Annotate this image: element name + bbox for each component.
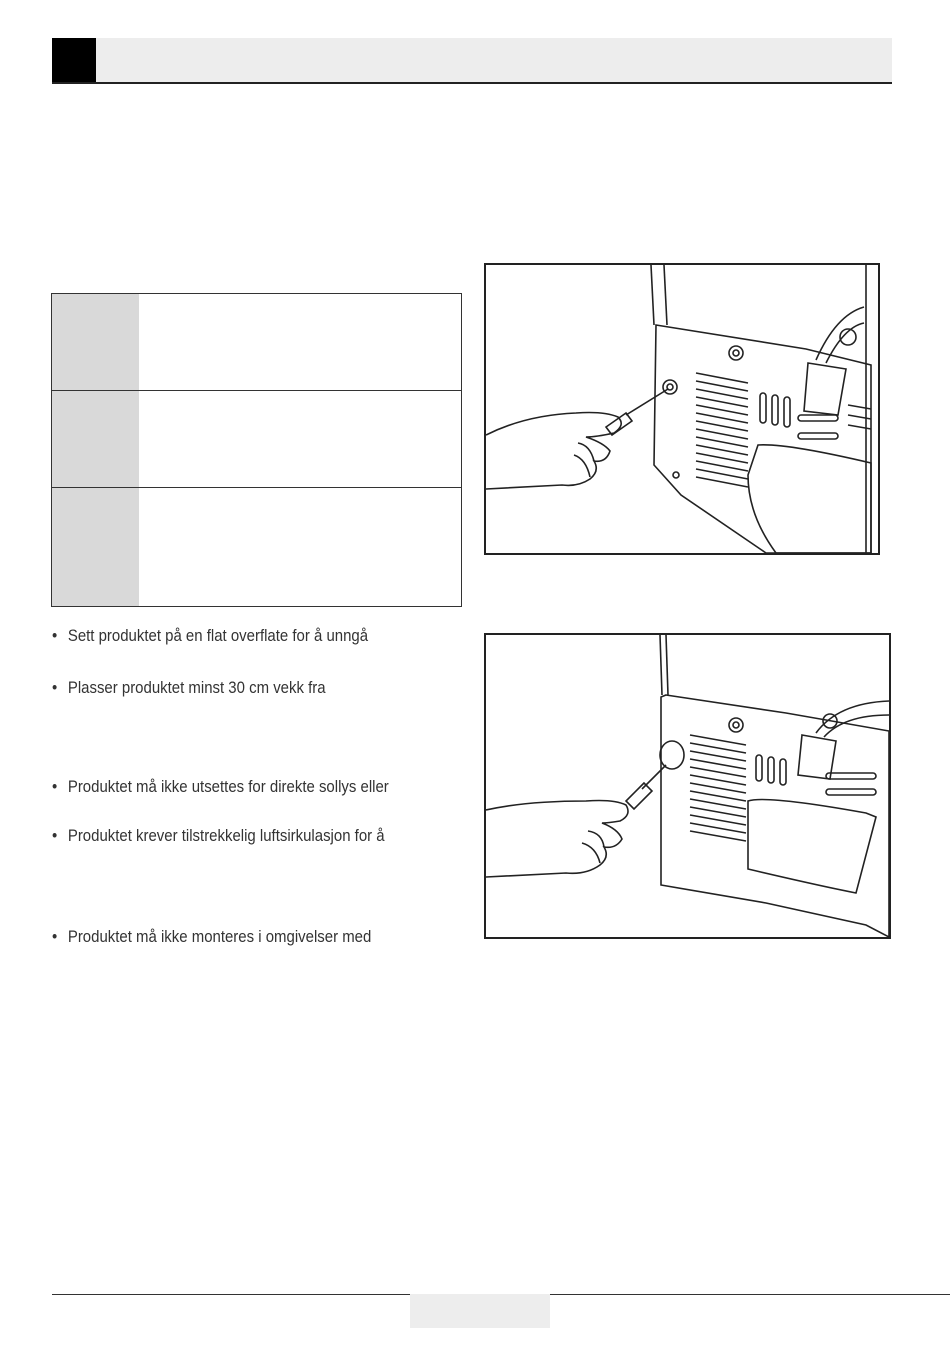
table-row (52, 391, 461, 488)
refrigerator-back-screwdriver-icon (486, 635, 889, 937)
table-row (52, 488, 461, 606)
table-cell-value (139, 391, 461, 487)
section-header-bar (52, 38, 892, 84)
section-number-block (52, 38, 96, 82)
list-item: • Produktet må ikke monteres i omgivelser med (52, 927, 372, 946)
table-cell-value (139, 488, 461, 606)
table-cell-label (52, 488, 139, 606)
refrigerator-back-screwdriver-icon (486, 265, 878, 553)
figure-2 (484, 633, 891, 939)
list-item: • Plasser produktet minst 30 cm vekk fra (52, 678, 326, 697)
table-cell-label (52, 294, 139, 390)
list-item: • Sett produktet på en flat overflate for å unngå (52, 626, 369, 645)
figure-1 (484, 263, 880, 555)
info-table (51, 293, 462, 607)
table-row (52, 294, 461, 391)
page-number-tab (410, 1294, 550, 1328)
list-item: • Produktet krever tilstrekkelig luftsirkulasjon for å (52, 826, 385, 845)
table-cell-label (52, 391, 139, 487)
table-cell-value (139, 294, 461, 390)
list-item: • Produktet må ikke utsettes for direkte sollys eller (52, 777, 389, 796)
